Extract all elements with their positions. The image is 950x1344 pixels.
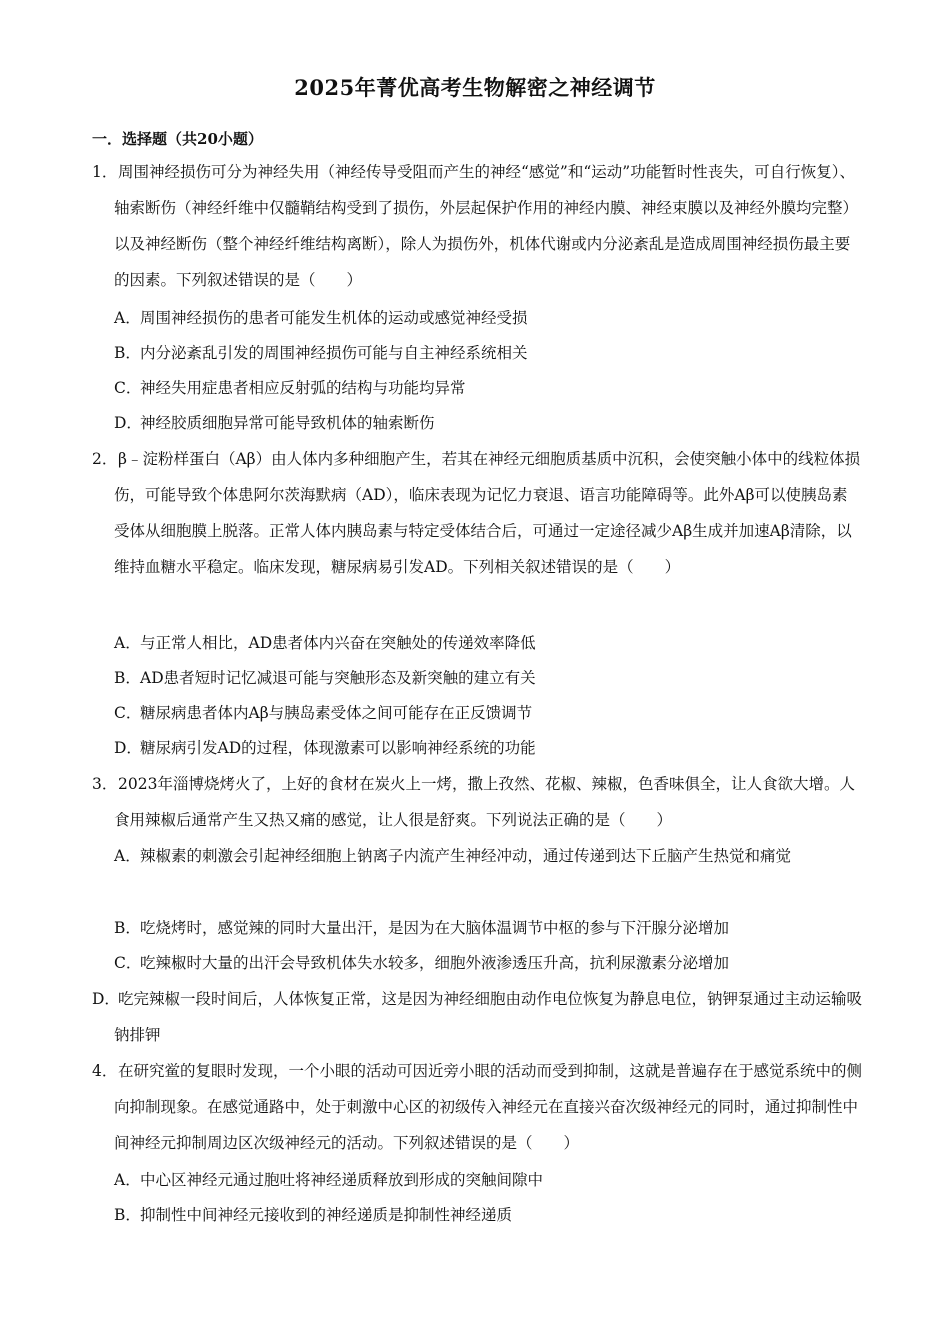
option-c: C．吃辣椒时大量的出汗会导致机体失水较多，细胞外液渗透压升高，抗利尿激素分泌增加 xyxy=(114,954,730,972)
question-text: β﹣淀粉样蛋白（Aβ）由人体内多种细胞产生，若其在神经元细胞质基质中沉积，会使突触小体中的线粒体损伤，可能导致个体患阿尔茨海默病（AD），临床表现为记忆力衰退、语言功能障碍等。此外Aβ可以使胰岛素受体从细胞膜上脱落。正常人体内胰岛素与特定受体结合后，可通过一定途径减少Aβ生成并加速Aβ清除，以维持血糖水平稳定。临床发现，糖尿病易引发AD。下列相关叙述错误的是（ ） xyxy=(114,450,861,576)
question-4 xyxy=(92,1053,862,1161)
question-stem xyxy=(92,1053,862,1161)
option-a: A．辣椒素的刺激会引起神经细胞上钠离子内流产生神经冲动，通过传递到达下丘脑产生热觉和痛觉 xyxy=(114,847,792,865)
question-1 xyxy=(92,154,862,298)
option-d: D．神经胶质细胞异常可能导致机体的轴索断伤 xyxy=(114,414,435,432)
question-stem xyxy=(92,441,862,585)
option-a: A．与正常人相比，AD患者体内兴奋在突触处的传递效率降低 xyxy=(114,634,536,652)
option-b: B．抑制性中间神经元接收到的神经递质是抑制性神经递质 xyxy=(114,1206,513,1224)
option-a: A．周围神经损伤的患者可能发生机体的运动或感觉神经受损 xyxy=(114,309,528,327)
option-a: A．中心区神经元通过胞吐将神经递质释放到形成的突触间隙中 xyxy=(114,1171,544,1189)
question-stem xyxy=(92,154,862,298)
option-b: B．内分泌紊乱引发的周围神经损伤可能与自主神经系统相关 xyxy=(114,344,528,362)
question-number: 3． xyxy=(92,775,118,793)
question-text: 2023年淄博烧烤火了，上好的食材在炭火上一烤，撒上孜然、花椒、辣椒，色香味俱全，让人食欲大增。人食用辣椒后通常产生又热又痛的感觉，让人很是舒爽。下列说法正确的是（ ） xyxy=(114,775,855,829)
option-d: D．吃完辣椒一段时间后，人体恢复正常，这是因为神经细胞由动作电位恢复为静息电位，钠钾泵通过主动运输吸钠排钾 xyxy=(92,990,863,1044)
option-c: C．神经失用症患者相应反射弧的结构与功能均异常 xyxy=(114,379,466,397)
option-b: B．吃烧烤时，感觉辣的同时大量出汗，是因为在大脑体温调节中枢的参与下汗腺分泌增加 xyxy=(114,919,730,937)
page-title: 2025年菁优高考生物解密之神经调节 xyxy=(294,75,656,100)
section-heading: 一．选择题（共20小题） xyxy=(92,130,263,148)
option-d: D．糖尿病引发AD的过程，体现激素可以影响神经系统的功能 xyxy=(114,739,536,757)
question-text: 在研究鲎的复眼时发现，一个小眼的活动可因近旁小眼的活动而受到抑制，这就是普遍存在于感觉系统中的侧向抑制现象。在感觉通路中，处于刺激中心区的初级传入神经元在直接兴奋次级神经元的同时，通过抑制性中间神经元抑制周边区次级神经元的活动。下列叙述错误的是（ ） xyxy=(114,1062,863,1152)
question-number: 4． xyxy=(92,1062,118,1080)
question-stem xyxy=(92,766,862,838)
option-b: B．AD患者短时记忆减退可能与突触形态及新突触的建立有关 xyxy=(114,669,536,687)
question-number: 2． xyxy=(92,450,118,468)
question-3 xyxy=(92,766,862,838)
option-c: C．糖尿病患者体内Aβ与胰岛素受体之间可能存在正反馈调节 xyxy=(114,704,533,722)
question-number: 1． xyxy=(92,163,118,181)
question-text: 周围神经损伤可分为神经失用（神经传导受阻而产生的神经“感觉”和“运动”功能暂时性丧失，可自行恢复）、轴索断伤（神经纤维中仅髓鞘结构受到了损伤，外层起保护作用的神经内膜、神经束膜以及神经外膜均完整）以及神经断伤（整个神经纤维结构离断），除人为损伤外，机体代谢或内分泌紊乱是造成周围神经损伤最主要的因素。下列叙述错误的是（ ） xyxy=(114,163,859,289)
question-2 xyxy=(92,441,862,585)
